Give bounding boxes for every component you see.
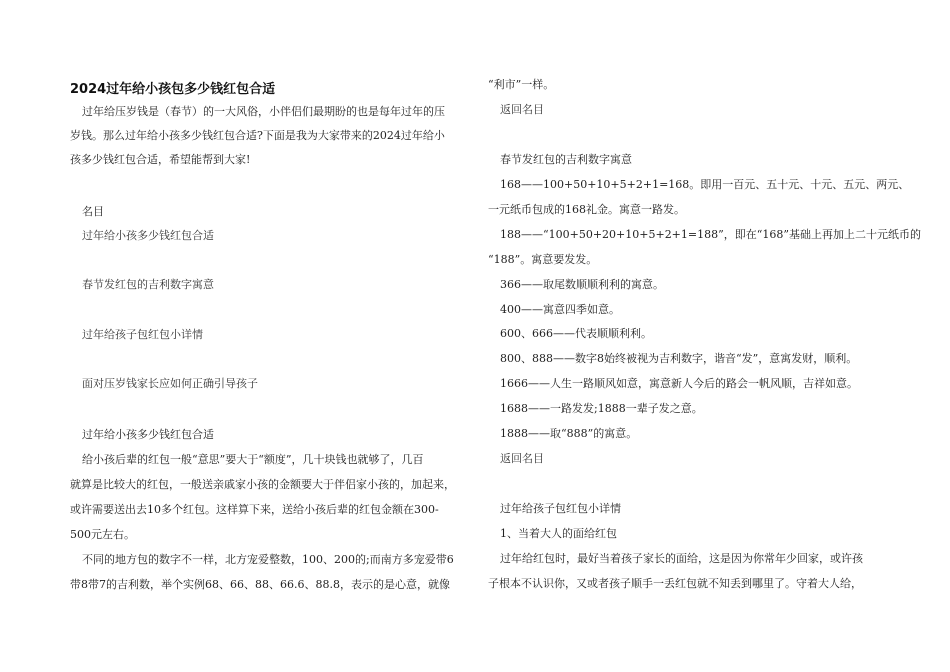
number-item-600: 600、666——代表顺顺利利。 xyxy=(500,327,652,340)
number-item-188-cont: “188”。寓意要发发。 xyxy=(488,253,598,266)
number-item-1688: 1688——一路发发;1888一辈子发之意。 xyxy=(500,402,703,415)
number-item-188: 188——“100+50+20+10+5+2+1=188”，即在“168”基础上再加上二十元纸币的 xyxy=(500,228,921,241)
section3-heading: 过年给孩子包红包小详情 xyxy=(500,502,621,515)
subsection-1-heading: 1、当着大人的面给红包 xyxy=(500,527,617,540)
section1-p1-line-2: 就算是比较大的红包，一般送亲戚家小孩的金额要大于伴侣家小孩的，加起来， xyxy=(70,478,455,491)
subsection-1-line-1: 过年给红包时，最好当着孩子家长的面给，这是因为你常年少回家，或许孩 xyxy=(500,552,863,565)
section1-p1-line-3: 或许需要送出去10多个红包。这样算下来，送给小孩后辈的红包金额在300- xyxy=(70,503,439,516)
number-item-168: 168——100+50+10+5+2+1=168。即用一百元、五十元、十元、五元、两元、 xyxy=(500,178,910,191)
toc-heading: 名目 xyxy=(82,205,104,218)
number-item-168-cont: 一元纸币包成的168礼金。寓意一路发。 xyxy=(488,203,685,216)
number-item-800: 800、888——数字8始终被视为吉利数字，谐音“发”，意寓发财，顺利。 xyxy=(500,352,858,365)
continued-text: “利市”一样。 xyxy=(488,78,555,91)
number-item-366: 366——取尾数顺顺利利的寓意。 xyxy=(500,278,664,291)
number-item-1666: 1666——人生一路顺风如意，寓意新人今后的路会一帆风顺，吉祥如意。 xyxy=(500,377,858,390)
section1-heading: 过年给小孩多少钱红包合适 xyxy=(82,428,214,441)
intro-line-2: 岁钱。那么过年给小孩多少钱红包合适?下面是我为大家带来的2024过年给小 xyxy=(70,129,445,142)
number-item-1888: 1888——取“888”的寓意。 xyxy=(500,427,638,440)
section1-p2-line-1: 不同的地方包的数字不一样，北方宠爱整数，100、200的;而南方多宠爱带6 xyxy=(82,553,454,566)
intro-line-3: 孩多少钱红包合适，希望能帮到大家! xyxy=(70,153,251,166)
toc-link-4[interactable]: 面对压岁钱家长应如何正确引导孩子 xyxy=(82,377,258,390)
section2-heading: 春节发红包的吉利数字寓意 xyxy=(500,153,632,166)
document-title: 2024过年给小孩包多少钱红包合适 xyxy=(70,82,276,97)
section1-p2-line-2: 带8带7的吉利数，举个实例68、66、88、66.6、88.8，表示的是心意，就像 xyxy=(70,578,450,591)
back-to-toc-link-2[interactable]: 返回名目 xyxy=(500,452,544,465)
intro-line-1: 过年给压岁钱是（春节）的一大风俗，小伴侣们最期盼的也是每年过年的压 xyxy=(82,105,445,118)
section1-p1-line-1: 给小孩后辈的红包一般“意思”要大于“额度”，几十块钱也就够了，几百 xyxy=(82,453,424,466)
toc-link-1[interactable]: 过年给小孩多少钱红包合适 xyxy=(82,229,214,242)
toc-link-2[interactable]: 春节发红包的吉利数字寓意 xyxy=(82,278,214,291)
section1-p1-line-4: 500元左右。 xyxy=(70,528,135,541)
back-to-toc-link-1[interactable]: 返回名目 xyxy=(500,103,544,116)
subsection-1-line-2: 子根本不认识你，又或者孩子顺手一丢红包就不知丢到哪里了。守着大人给， xyxy=(488,577,862,590)
number-item-400: 400——寓意四季如意。 xyxy=(500,303,620,316)
toc-link-3[interactable]: 过年给孩子包红包小详情 xyxy=(82,328,203,341)
